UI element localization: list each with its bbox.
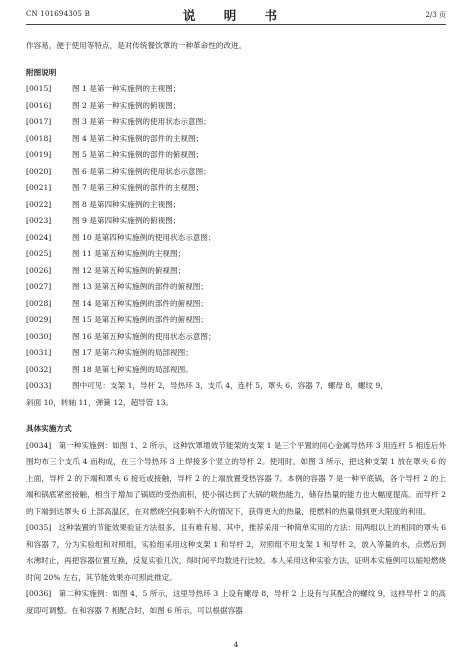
figure-description: 图 5 是第二种实施例的部件的俯视图；: [72, 150, 204, 159]
paragraph-tag: [0021]: [26, 183, 52, 192]
intro-line: 作容易，便于使用等特点，是对传统餐饮罩的一种革命性的改进。: [26, 41, 247, 50]
body-paragraph: [26, 520, 446, 586]
figure-description: 图 16 是第五种实施例的使用状态示意图；: [72, 331, 216, 341]
figures-heading: 附图说明: [26, 67, 57, 77]
page-indicator: 2/3 页: [425, 11, 446, 19]
figure-description: 图 8 是第四种实施例的主视图；: [72, 199, 181, 209]
body-paragraph: [26, 586, 446, 619]
figure-description: 图 7 是第三种实施例的部件的主视图；: [72, 183, 204, 192]
paragraph-tag: [0030]: [26, 331, 52, 341]
figure-description: 图 11 是第五种实施例的主视图；: [72, 249, 186, 258]
figure-description: 图 4 是第二种实施例的部件的主视图；: [72, 133, 204, 143]
figure-item: [26, 114, 446, 131]
figure-item: [26, 81, 446, 98]
figure-item: [26, 180, 446, 197]
page-header: [26, 6, 446, 24]
page-number: 4: [233, 640, 239, 649]
body-paragraph: [26, 438, 446, 521]
figure-item: [26, 213, 446, 230]
figure-description: 图 18 是第七种实施例的局部视图。: [72, 364, 193, 374]
paragraph-tag: [0029]: [26, 315, 52, 324]
paragraph-tag: [0022]: [26, 199, 52, 209]
figure-description: 图 10 是第四种实施例的使用状态示意图；: [72, 232, 216, 242]
legend-line-2: 斜面 10，转轴 11，弹簧 12，超导管 13。: [26, 397, 174, 407]
paragraph-tag: [0015]: [26, 84, 52, 93]
figure-description: 图 15 是第五种实施例的部件的俯视图；: [72, 315, 208, 324]
figure-description: 图 14 是第五种实施例的部件的俯视图；: [72, 298, 208, 308]
embodiment-heading: 具体实施方式: [26, 424, 72, 433]
paragraph-tag: [0035]: [26, 523, 52, 532]
figure-item: [26, 147, 446, 164]
figure-description: 图 1 是第一种实施例的主视图；: [72, 84, 181, 93]
figure-list: [26, 81, 446, 411]
figure-description: 图 17 是第六种实施例的局部视图；: [72, 348, 193, 357]
figure-item: [26, 230, 446, 247]
paragraph-tag: [0024]: [26, 232, 52, 242]
figure-item: [26, 164, 446, 181]
paragraph-tag: [0032]: [26, 364, 52, 374]
figure-description: 图 12 是第五种实施例的俯视图；: [72, 265, 186, 275]
legend-line-1: 图中可见：支架 1，导杆 2，导热环 3，支爪 4，连杆 5，罩头 6，容器 7，螺母 8，螺纹 9，: [72, 381, 388, 390]
paragraph-tag: [0016]: [26, 100, 52, 110]
figure-item: [26, 296, 446, 313]
paragraph-tag: [0019]: [26, 150, 52, 159]
figure-item: [26, 279, 446, 296]
document-body: [26, 38, 446, 619]
figure-description: 图 9 是第四种实施例的俯视图；: [72, 216, 181, 225]
figure-description: 图 6 是第二种实施例的使用状态示意图；: [72, 166, 211, 176]
figure-description: 图 2 是第一种实施例的俯视图；: [72, 100, 181, 110]
document-title: 说 明 书: [182, 8, 290, 23]
figure-item: [26, 263, 446, 280]
figure-item: [26, 312, 446, 329]
paragraph-tag: [0018]: [26, 133, 52, 143]
figure-item: [26, 197, 446, 214]
header-rule: [26, 24, 446, 25]
figure-item: [26, 329, 446, 346]
paragraph-text: 这种装置的节能效果验证方法很多，且有难有易。其中，推荐采用一种简单实用的方法：用两组以上的相同的罩头 6 和容器 7，分为实验组和对照组，实验组采用这种支架 1 和导杆 2，对照组不用支架 1 和导杆 2，放入等量的水，点燃后到水沸时止，再把容器位置互换，反复实验几次，得时间平均数进行比较。本人采用这种实验方法，证明本实施例可以缩短燃烧时间 20% 左右，其节能效果亦可照此推定。: [26, 523, 446, 582]
paragraph-tag: [0027]: [26, 282, 52, 291]
paragraph-tag: [0031]: [26, 348, 52, 357]
paragraph-text: 第二种实施例：如图 4、5 所示，这里导热环 3 上设有螺母 8，导杆 2 上设有与其配合的螺纹 9，这样导杆 2 的高度即可调整。在和容器 7 相配合时，如图 6 所示，可以根据容器: [26, 589, 447, 615]
paragraph-tag: [0017]: [26, 117, 52, 126]
paragraph-tag: [0023]: [26, 216, 52, 225]
paragraph-text: 第一种实施例：如图 1、2 所示，这种饮罩增效节能架的支架 1 是三个平置的同心金属导热环 3 用连杆 5 相连后外围均布三个支爪 4 而构成，在三个导热环 3 上焊接多个竖立的导杆 2。使用时，如图 3 所示，把这种支架 1 放在罩头 6 的上面，导杆 2 的下端和罩头 6 接近或接触，导杆 2 的上端放置受热容器 7。本例的容器 7 是一种平底锅，各个导杆 2 的上端和锅底紧密接触，相当于增加了锅底的受热面积，使小锅达到了大锅的吸热能力，储存热量的能力也大幅度提高。而导杆 2 的下端到达罩头 6 上部高温区，在对燃烧空间影响不大的情况下，获得更大的热量，使燃料的热量得到更大限度的利用。: [26, 440, 446, 516]
figure-description: 图 3 是第一种实施例的使用状态示意图；: [72, 117, 211, 126]
figure-item: [26, 98, 446, 115]
paragraph-tag: [0036]: [26, 589, 52, 598]
paragraph-tag: [0028]: [26, 298, 52, 308]
figure-item: [26, 131, 446, 148]
patent-number: CN 101694305 B: [26, 10, 90, 18]
paragraph-tag: [0033]: [26, 381, 52, 390]
figure-item: [26, 345, 446, 362]
figure-item: [26, 362, 446, 379]
paragraph-tag: [0025]: [26, 249, 52, 258]
figure-description: 图 13 是第五种实施例的部件的俯视图；: [72, 282, 208, 291]
paragraph-tag: [0034]: [26, 440, 52, 450]
legend-item: [26, 378, 446, 395]
paragraph-tag: [0020]: [26, 166, 52, 176]
figure-item: [26, 246, 446, 263]
paragraph-tag: [0026]: [26, 265, 52, 275]
